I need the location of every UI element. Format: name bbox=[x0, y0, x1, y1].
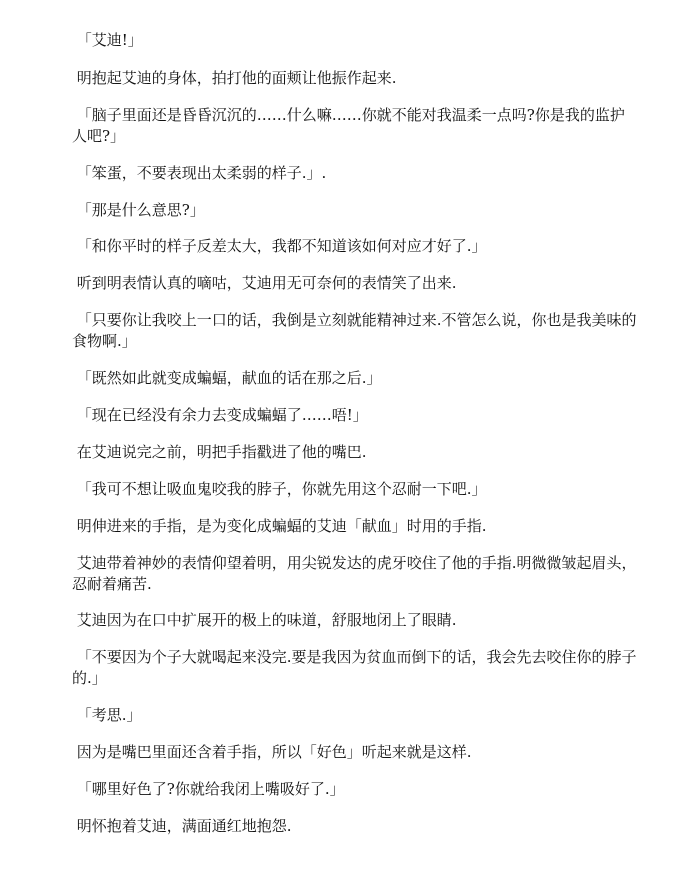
paragraph: 「不要因为个子大就喝起来没完.要是我因为贫血而倒下的话，我会先去咬住你的脖子的.」 bbox=[72, 648, 637, 687]
paragraph: 「哪里好色了?你就给我闭上嘴吸好了.」 bbox=[72, 780, 345, 798]
paragraph: 艾迪带着神妙的表情仰望着明，用尖锐发达的虎牙咬住了他的手指.明微微皱起眉头，忍耐着痛苦. bbox=[72, 554, 637, 593]
paragraph: 明怀抱着艾迪，满面通红地抱怨. bbox=[72, 817, 292, 835]
paragraph: 明伸进来的手指，是为变化成蝙蝠的艾迪「献血」时用的手指. bbox=[72, 517, 487, 535]
paragraph: 「笨蛋，不要表现出太柔弱的样子.」. bbox=[72, 164, 327, 182]
paragraph: 「艾迪!」 bbox=[72, 31, 143, 49]
paragraph: 「只要你让我咬上一口的话，我倒是立刻就能精神过来.不管怎么说，你也是我美味的食物啊.」 bbox=[72, 311, 637, 350]
paragraph: 在艾迪说完之前，明把手指戳进了他的嘴巴. bbox=[72, 443, 367, 461]
paragraph: 「既然如此就变成蝙蝠，献血的话在那之后.」 bbox=[72, 369, 382, 387]
paragraph: 因为是嘴巴里面还含着手指，所以「好色」听起来就是这样. bbox=[72, 743, 472, 761]
paragraph: 「脑子里面还是昏昏沉沉的……什么嘛……你就不能对我温柔一点吗?你是我的监护人吧?」 bbox=[72, 106, 625, 145]
paragraph: 「那是什么意思?」 bbox=[72, 201, 205, 219]
paragraph: 明抱起艾迪的身体，拍打他的面颊让他振作起来. bbox=[72, 69, 397, 87]
paragraph: 艾迪因为在口中扩展开的极上的味道，舒服地闭上了眼睛. bbox=[72, 611, 457, 629]
paragraph: 「我可不想让吸血鬼咬我的脖子，你就先用这个忍耐一下吧.」 bbox=[72, 480, 487, 498]
paragraph: 「和你平时的样子反差太大，我都不知道该如何对应才好了.」 bbox=[72, 237, 487, 255]
paragraph: 听到明表情认真的嘀咕，艾迪用无可奈何的表情笑了出来. bbox=[72, 274, 457, 292]
paragraph: 「现在已经没有余力去变成蝙蝠了……唔!」 bbox=[72, 406, 368, 424]
paragraph: 「考思.」 bbox=[72, 706, 142, 724]
